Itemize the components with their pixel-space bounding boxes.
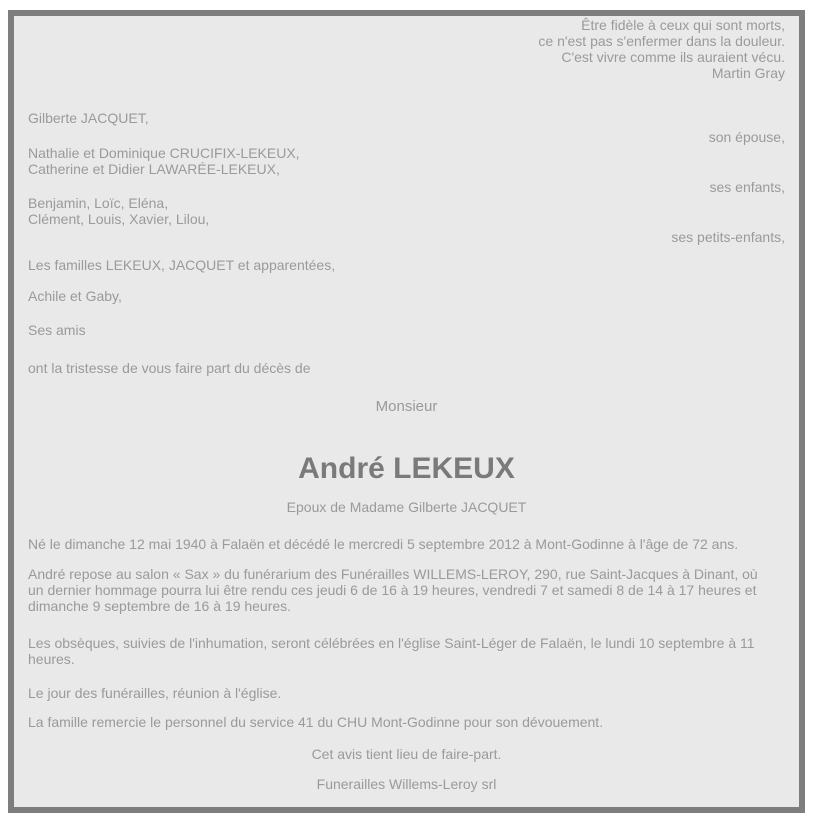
children-names: Nathalie et Dominique CRUCIFIX-LEKEUX, bbox=[28, 145, 300, 161]
deceased-title: Monsieur bbox=[375, 398, 438, 415]
footer-notice: Cet avis tient lieu de faire-part. bbox=[311, 746, 502, 762]
repose-line: André repose au salon « Sax » du funérarium des Funérailles WILLEMS-LEROY, 290, rue Saint-Jacques à Dinant, où bbox=[28, 566, 758, 582]
deceased-subtitle: Epoux de Madame Gilberte JACQUET bbox=[286, 499, 527, 515]
birth-death-line: Né le dimanche 12 mai 1940 à Falaën et décédé le mercredi 5 septembre 2012 à Mont-Godinne à l'âge de 72 ans. bbox=[28, 536, 739, 552]
funeral-line: Les obsèques, suivies de l'inhumation, seront célébrées en l'église Saint-Léger de Falaën, le lundi 10 septembre à 11 bbox=[28, 635, 755, 651]
funeral-paragraph bbox=[28, 635, 785, 667]
relation-children: ses enfants, bbox=[709, 179, 785, 195]
close-friends-line: Achile et Gaby, bbox=[28, 288, 122, 304]
announcement-line: ont la tristesse de vous faire part du décès de bbox=[28, 360, 311, 376]
repose-line: dimanche 9 septembre de 16 à 19 heures. bbox=[28, 598, 292, 614]
children-names: Catherine et Didier LAWARÉE-LEKEUX, bbox=[28, 161, 280, 177]
repose-paragraph bbox=[28, 566, 785, 614]
relation-spouse: son épouse, bbox=[708, 129, 785, 145]
spouse-name: Gilberte JACQUET, bbox=[28, 110, 149, 126]
friends-line: Ses amis bbox=[28, 322, 86, 338]
footer-funeral-home: Funerailles Willems-Leroy srl bbox=[316, 776, 497, 792]
epigraph-line: C'est vivre comme ils auraient vécu. bbox=[561, 49, 785, 65]
families-line: Les familles LEKEUX, JACQUET et apparentées, bbox=[28, 257, 336, 273]
relation-grandchildren: ses petits-enfants, bbox=[671, 229, 785, 245]
church-meeting-line: Le jour des funérailles, réunion à l'église. bbox=[28, 685, 282, 701]
deceased-name: André LEKEUX bbox=[298, 452, 515, 485]
epigraph bbox=[28, 17, 785, 81]
epigraph-author: Martin Gray bbox=[711, 65, 785, 81]
repose-line: un dernier hommage pourra lui être rendu ces jeudi 6 de 16 à 19 heures, vendredi 7 et samedi 8 de 14 à 17 heures et bbox=[28, 582, 757, 598]
grandchildren-names: Clément, Louis, Xavier, Lilou, bbox=[28, 211, 210, 227]
grandchildren-names: Benjamin, Loïc, Eléna, bbox=[28, 195, 169, 211]
funeral-line: heures. bbox=[28, 651, 75, 667]
epigraph-line: ce n'est pas s'enfermer dans la douleur. bbox=[538, 33, 785, 49]
epigraph-line: Être fidèle à ceux qui sont morts, bbox=[581, 17, 785, 33]
death-notice-sheet bbox=[8, 10, 805, 813]
thanks-line: La famille remercie le personnel du service 41 du CHU Mont-Godinne pour son dévouement. bbox=[28, 714, 604, 730]
